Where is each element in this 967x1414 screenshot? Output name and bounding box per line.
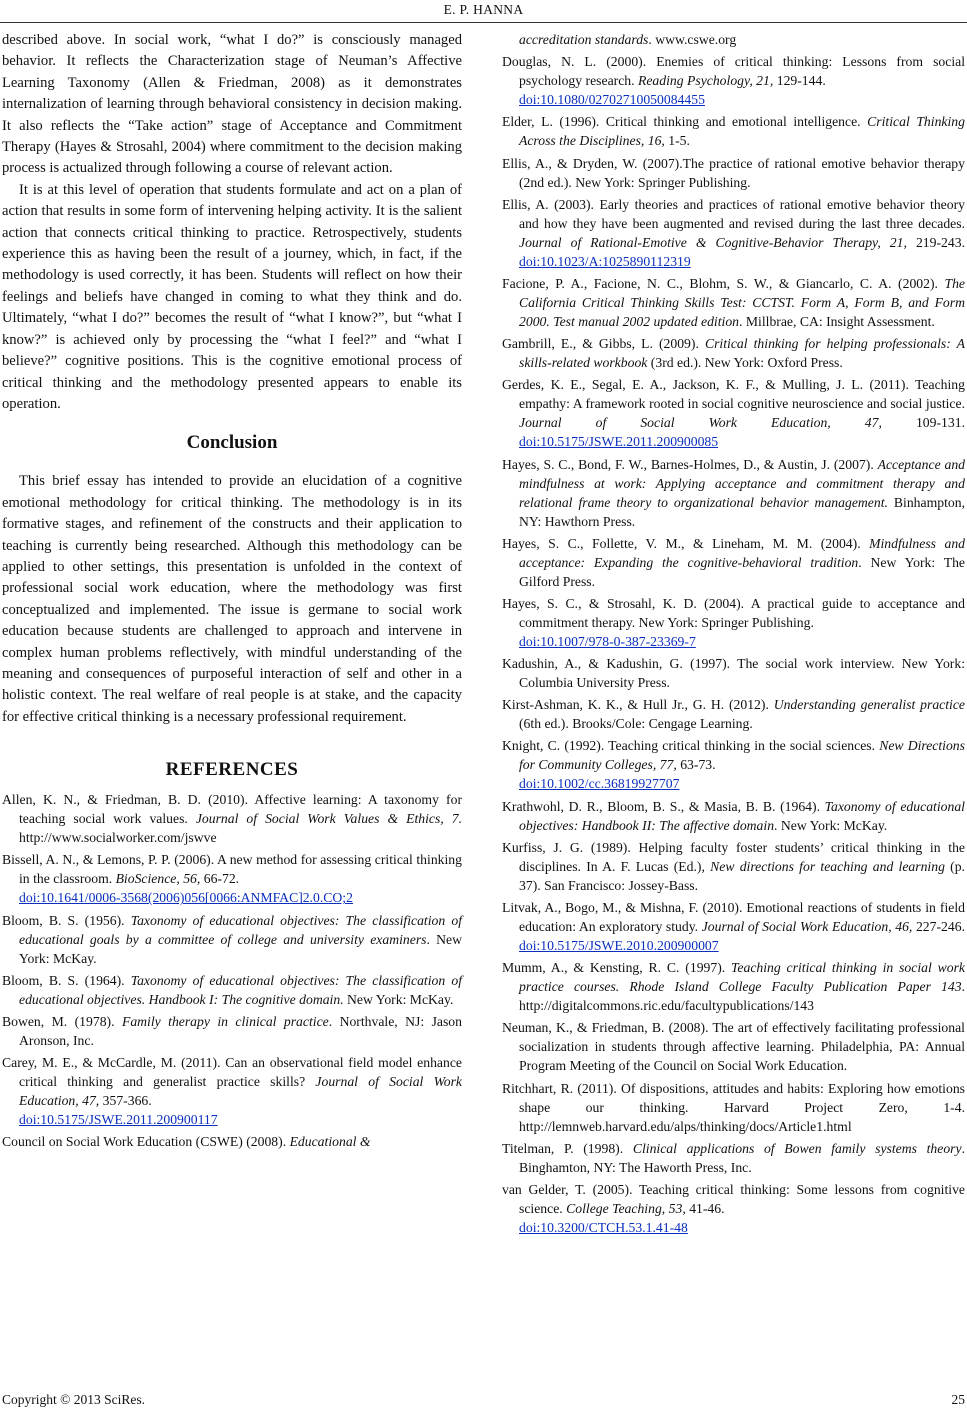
reference-text: Elder, L. (1996). Critical thinking and emotional intelligence. [502, 114, 868, 130]
reference-text: . http://digitalcommons.ric.edu/facultypublications/143 [519, 979, 965, 1014]
reference-text: 357-366. [99, 1093, 152, 1109]
reference-text: Ellis, A. (2003). Early theories and practices of rational emotive behavior theory and how they have been augmented and revised during the last three decades. [502, 196, 965, 231]
reference-entry [502, 375, 965, 451]
reference-text: Binhampton, NY: Hawthorn Press. [519, 494, 965, 529]
reference-source: Reading Psychology, 21, [637, 73, 774, 89]
reference-entry [502, 736, 965, 793]
reference-source: Journal of Rational-Emotive & Cognitive-Behavior Therapy, 21, [519, 234, 907, 250]
reference-text: Litvak, A., Bogo, M., & Mishna, F. (2010). Emotional reactions of students in field education: An exploratory study. [502, 900, 965, 934]
reference-text: Gambrill, E., & Gibbs, L. (2009). [502, 336, 705, 352]
reference-text: van Gelder, T. (2005). Teaching critical thinking: Some lessons from cognitive science. [502, 1181, 965, 1216]
reference-text: . New York: The Gilford Press. [519, 554, 966, 589]
reference-text: Douglas, N. L. (2000). Enemies of critical thinking: Lessons from social psychology research. [502, 54, 965, 89]
doi-link[interactable]: doi:10.1641/0006-3568(2006)056[0066:ANMFAC]2.0.CO;2 [19, 890, 353, 906]
reference-source: Critical Thinking Across the Disciplines, 16, [519, 114, 965, 149]
reference-text: Bloom, B. S. (1964). [2, 972, 131, 988]
doi-link[interactable]: doi:10.5175/JSWE.2011.200900085 [519, 434, 719, 450]
doi-link[interactable]: doi:10.1002/cc.36819927707 [519, 776, 680, 792]
reference-entry [2, 790, 462, 847]
reference-text: http://www.socialworker.com/jswve [19, 830, 217, 846]
reference-entry [502, 274, 965, 331]
reference-text: Kurfiss, J. G. (1989). Helping faculty foster students’ critical thinking in the disciplines. In A. F. Lucas (Ed.), [502, 839, 965, 874]
reference-text: . www.cswe.org [648, 32, 737, 47]
reference-text: 219-243. [906, 234, 965, 250]
reference-entry [502, 154, 965, 192]
reference-source: Taxonomy of educational objectives: The classification of educational goals by a committee of college and university examiners [19, 912, 462, 947]
reference-source: New directions for teaching and learning [710, 858, 945, 874]
reference-source: accreditation standards [519, 32, 649, 47]
doi-link[interactable]: doi:10.5175/JSWE.2010.200900007 [519, 938, 719, 953]
reference-source: Understanding generalist practice [773, 697, 965, 713]
reference-entry [2, 1132, 462, 1151]
reference-source: Critical thinking for helping professionals: A skills-related workbook [519, 336, 965, 371]
copyright-footer: Copyright © 2013 SciRes. [2, 1392, 146, 1407]
reference-source: Journal of Social Work Education, 47, [519, 415, 882, 431]
header-rule [0, 22, 967, 23]
reference-entry [502, 1139, 965, 1177]
doi-link[interactable]: doi:10.3200/CTCH.53.1.41-48 [519, 1219, 688, 1235]
conclusion-heading: Conclusion [186, 432, 278, 454]
reference-text: Bloom, B. S. (1956). [2, 912, 131, 928]
doi-link[interactable]: doi:10.5175/JSWE.2011.200900117 [19, 1112, 218, 1128]
reference-entry [502, 1018, 965, 1075]
running-header: E. P. HANNA [443, 2, 524, 17]
reference-source: Acceptance and mindfulness at work: Applying acceptance and commitment therapy and relational frame theory to organizational behavior management. [519, 456, 966, 510]
reference-entry [502, 838, 965, 895]
reference-text: Carey, M. E., & McCardle, M. (2011). Can an observational field model enhance critical thinking and generalist practice skills? [2, 1055, 462, 1090]
reference-entry [502, 112, 965, 150]
reference-source: College Teaching, 53, [566, 1200, 686, 1216]
reference-text: (3rd ed.). New York: Oxford Press. [647, 355, 843, 371]
reference-text: 227-246. [912, 919, 966, 934]
reference-list-left [2, 790, 462, 1151]
reference-entry [502, 30, 965, 49]
reference-list-right [502, 30, 965, 1237]
reference-text: . New York: McKay. [774, 817, 888, 833]
reference-entry [2, 1012, 462, 1050]
reference-text: Ellis, A., & Dryden, W. (2007).The practice of rational emotive behavior therapy (2nd ed.). New York: Springer Publishing. [502, 155, 965, 190]
reference-source: Educational & [289, 1134, 371, 1150]
reference-source: Journal of Social Work Education, 46, [701, 919, 913, 934]
left-column [2, 30, 462, 1155]
body-paragraph: described above. In social work, “what I do?” is consciously managed behavior. It reflects the Characterization stage of Neuman’s Affective Learning Taxonomy (Allen & Friedman, 2008) as it demonstrates internalization of learning through behavioral consistency in decision making. It also reflects the “Take action” stage of Acceptance and Commitment Therapy (Hayes & Strosahl, 2004) where commitment to the decision making process is actualized through following a course of relevant action. [2, 32, 462, 177]
reference-text: Kirst-Ashman, K. K., & Hull Jr., G. H. (2012). [502, 697, 774, 713]
reference-entry [502, 797, 965, 835]
doi-link[interactable]: doi:10.1007/978-0-387-23369-7 [519, 633, 696, 649]
reference-entry [502, 654, 965, 692]
reference-text: Neuman, K., & Friedman, B. (2008). The art of effectively facilitating professional socialization in students through affective learning. Philadelphia, PA: Annual Program Meeting of the Council on Social Work Education. [502, 1020, 965, 1074]
reference-text: 129-144. [773, 73, 826, 89]
reference-text: Hayes, S. C., Bond, F. W., Barnes-Holmes, D., & Austin, J. (2007). [502, 456, 878, 472]
reference-entry [502, 898, 965, 955]
reference-text: 1-5. [664, 133, 690, 149]
reference-source: Family therapy in clinical practice [121, 1013, 329, 1029]
reference-entry [502, 455, 965, 531]
reference-entry [2, 911, 462, 968]
body-paragraph: It is at this level of operation that students formulate and act on a plan of action that results in some form of intervening helping activity. It is the salient action that connects critical thinking to practice. Retrospectively, students experience this as having been the result of a journey, which, in fact, if the methodology is used correctly, it has been. Students will reflect on how their feelings and beliefs have changed in coming to what they think and do. Ultimately, “what I do?” becomes the result of “what I know?”, but “what I know?” is achieved only by processing the “what I feel?” and “what I believe?” cognitive positions. This is the cognitive emotional process of critical thinking and the methodology presented appears to enable its operation. [2, 181, 462, 412]
page-number: 25 [951, 1392, 965, 1407]
reference-entry [2, 850, 462, 907]
references-heading: REFERENCES [165, 759, 299, 781]
reference-source: Mindfulness and acceptance: Expanding the cognitive-behavioral tradition [519, 535, 966, 570]
reference-source: Clinical applications of Bowen family systems theory [632, 1140, 962, 1156]
reference-source: Journal of Social Work Education, 47, [19, 1074, 462, 1109]
reference-text: . Millbrae, CA: Insight Assessment. [739, 313, 935, 329]
reference-entry [502, 1180, 965, 1237]
reference-text: Gerdes, K. E., Segal, E. A., Jackson, K. F., & Mulling, J. L. (2011). Teaching empathy: A framework rooted in social cognitive neuroscience and social justice. [502, 377, 965, 412]
reference-text: Bissell, A. N., & Lemons, P. P. (2006). A new method for assessing critical thinking in the classroom. [2, 852, 462, 887]
reference-text: 63-73. [676, 757, 716, 773]
reference-entry [502, 958, 965, 1015]
reference-entry [502, 695, 965, 733]
reference-text: New York: McKay. [343, 991, 454, 1007]
doi-link[interactable]: doi:10.1023/A:1025890112319 [519, 253, 691, 269]
reference-text: Knight, C. (1992). Teaching critical thinking in the social sciences. [502, 738, 880, 754]
conclusion-paragraph: This brief essay has intended to provide an elucidation of a cognitive emotional methodology for critical thinking. The methodology is in its formative stages, and refinement of the constructs and their application to teaching is currently being researched. Although this methodology can be applied to other settings, this presentation is unfolded in the context of professional social work education, where the methodology was first conceptualized and implemented. The issue is germane to social work education because students are challenged to approach and intervene in complex human problems reflectively, with mindful understanding of the meaning and consequences of purposeful interaction of self and other in a holistic context. The real welfare of real people is at stake, and the capacity for effective critical thinking is a necessary professional requirement. [2, 473, 462, 725]
reference-text: Mumm, A., & Kensting, R. C. (1997). [502, 960, 732, 976]
reference-entry [502, 195, 965, 271]
reference-text: 41-46. [685, 1200, 725, 1216]
reference-source: BioScience, 56, [115, 871, 201, 887]
reference-text: Bowen, M. (1978). [2, 1013, 122, 1029]
reference-text: (6th ed.). Brooks/Cole: Cengage Learning. [519, 716, 753, 732]
reference-source: Teaching critical thinking in social work practice courses. Rhode Island College Faculty Publication Paper 143 [519, 960, 965, 995]
reference-source: Taxonomy of educational objectives: The classification of educational objectives. Handbook I: The cognitive domain. [19, 972, 462, 1007]
reference-source: New Directions for Community Colleges, 77, [519, 738, 965, 773]
reference-text: Allen, K. N., & Friedman, B. D. (2010). Affective learning: A taxonomy for teaching social work values. [2, 792, 462, 827]
reference-text: Hayes, S. C., & Strosahl, K. D. (2004). A practical guide to acceptance and commitment therapy. New York: Springer Publishing. [502, 595, 965, 630]
right-column [502, 30, 965, 1240]
reference-text: Krathwohl, D. R., Bloom, B. S., & Masia, B. B. (1964). [502, 798, 825, 814]
reference-text: . Northvale, NJ: Jason Aronson, Inc. [19, 1013, 462, 1048]
reference-entry [502, 334, 965, 372]
reference-text: 66-72. [200, 871, 240, 887]
reference-text: Kadushin, A., & Kadushin, G. (1997). The social work interview. New York: Columbia University Press. [502, 656, 965, 691]
reference-source: Journal of Social Work Values & Ethics, 7. [195, 811, 463, 827]
reference-text: (p. 37). San Francisco: Jossey-Bass. [519, 858, 965, 893]
reference-text: Council on Social Work Education (CSWE) (2008). [2, 1134, 290, 1150]
reference-text: Facione, P. A., Facione, N. C., Blohm, S. W., & Giancarlo, C. A. (2002). [502, 275, 945, 291]
reference-text: Hayes, S. C., Follette, V. M., & Lineham, M. M. (2004). [502, 535, 870, 551]
reference-text: Ritchhart, R. (2011). Of dispositions, attitudes and habits: Exploring how emotions shape our thinking. Harvard Project Zero, 1-4. http://lemnweb.harvard.edu/alps/thinking/docs/Article1.html [502, 1080, 965, 1134]
reference-source: The California Critical Thinking Skills Test: CCTST. Form A, Form B, and Form 2000. Test manual 2002 updated edition [519, 275, 965, 329]
reference-entry [502, 594, 965, 651]
reference-entry [502, 52, 965, 109]
reference-entry [2, 1053, 462, 1129]
reference-entry [502, 1079, 965, 1136]
reference-entry [502, 534, 965, 591]
reference-text: . New York: McKay. [19, 931, 462, 966]
reference-text: . Binghamton, NY: The Haworth Press, Inc. [519, 1140, 965, 1175]
reference-text: 109-131. [881, 415, 966, 431]
reference-text: Titelman, P. (1998). [502, 1140, 633, 1156]
doi-link[interactable]: doi:10.1080/02702710050084455 [519, 92, 705, 108]
reference-entry [2, 971, 462, 1009]
reference-source: Taxonomy of educational objectives: Handbook II: The affective domain [519, 798, 965, 833]
